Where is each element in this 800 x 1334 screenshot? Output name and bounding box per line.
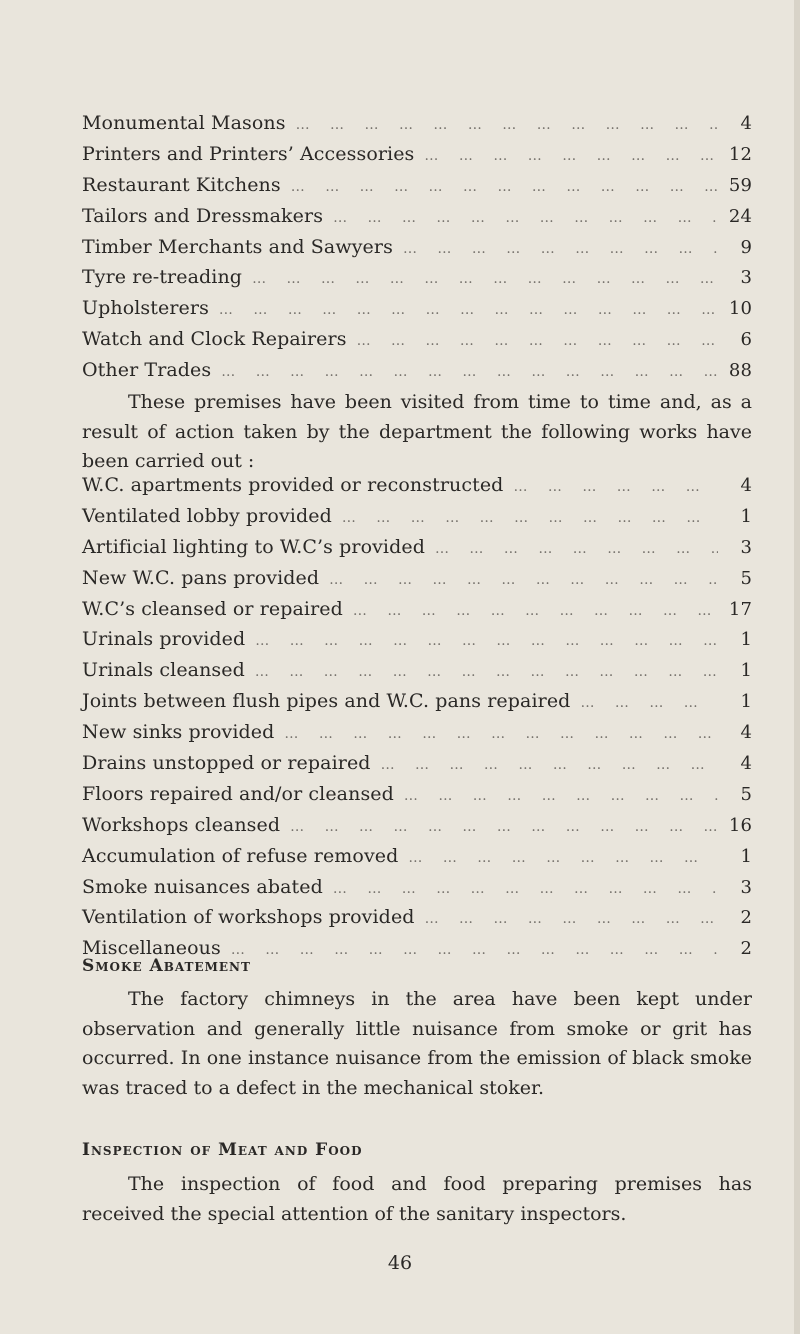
list-item — [82, 752, 752, 783]
list-item — [82, 143, 752, 174]
item-count: 59 — [728, 174, 752, 196]
list-item — [82, 567, 752, 598]
leader-dots — [333, 210, 718, 226]
item-count: 1 — [740, 845, 752, 867]
trades-list — [82, 112, 752, 390]
item-label: Workshops cleansed — [82, 813, 281, 836]
item-label: Joints between flush pipes and W.C. pans repaired — [82, 690, 571, 713]
list-item — [82, 297, 752, 328]
leader-dots — [435, 541, 718, 557]
item-count: 6 — [740, 329, 752, 351]
item-label: Watch and Clock Repairers — [82, 328, 347, 351]
leader-dots — [381, 757, 718, 773]
leader-dots — [221, 364, 718, 380]
item-count: 4 — [740, 722, 752, 744]
leader-dots — [329, 572, 718, 588]
leader-dots — [580, 695, 718, 711]
item-count: 1 — [740, 660, 752, 682]
leader-dots — [290, 819, 718, 835]
item-label: New sinks provided — [82, 721, 275, 744]
list-item — [82, 266, 752, 297]
item-label: Tyre re-treading — [82, 266, 243, 289]
leader-dots — [408, 850, 718, 866]
leader-dots — [231, 942, 718, 958]
list-item — [82, 906, 752, 937]
section-heading-meat: Inspection of Meat and Food — [82, 1140, 363, 1160]
list-item — [82, 721, 752, 752]
item-count: 1 — [740, 691, 752, 713]
item-label: Tailors and Dressmakers — [82, 204, 324, 227]
item-label: Drains unstopped or repaired — [82, 752, 371, 775]
item-label: W.C. apartments provided or reconstructed — [82, 474, 504, 496]
list-item — [82, 814, 752, 845]
item-label: Ventilation of workshops provided — [82, 906, 415, 929]
leader-dots — [425, 911, 718, 927]
item-count: 17 — [728, 598, 752, 620]
list-item — [82, 876, 752, 907]
item-label: Upholsterers — [82, 297, 209, 320]
item-label: Smoke nuisances abated — [82, 875, 323, 898]
item-label: New W.C. pans provided — [82, 566, 320, 589]
item-count: 5 — [740, 783, 752, 805]
list-item — [82, 112, 752, 143]
item-count: 88 — [728, 360, 752, 382]
item-label: Artificial lighting to W.C’s provided — [82, 535, 425, 558]
works-list — [82, 474, 752, 968]
item-count: 16 — [728, 814, 752, 836]
item-count: 4 — [740, 753, 752, 775]
leader-dots — [513, 479, 718, 495]
item-label: Miscellaneous — [82, 937, 221, 960]
list-item — [82, 359, 752, 390]
leader-dots — [357, 333, 718, 349]
list-item — [82, 783, 752, 814]
list-item — [82, 505, 752, 536]
item-count: 24 — [728, 205, 752, 227]
item-label: Restaurant Kitchens — [82, 173, 281, 196]
list-item — [82, 659, 752, 690]
item-count: 10 — [728, 298, 752, 320]
item-label: Printers and Printers’ Accessories — [82, 142, 415, 165]
list-item — [82, 536, 752, 567]
leader-dots — [342, 510, 718, 526]
list-item — [82, 628, 752, 659]
item-label: Ventilated lobby provided — [82, 504, 332, 527]
leader-dots — [404, 788, 718, 804]
smoke-paragraph: The factory chimneys in the area have been kept under observation and generally little nuisance from smoke or grit has occurred. In one instance nuisance from the emission of black smoke was traced to a defect in the mechanical stoker. — [82, 988, 752, 1099]
item-count: 3 — [740, 267, 752, 289]
item-count: 3 — [740, 536, 752, 558]
meat-paragraph: The inspection of food and food preparing premises has received the special attention of the sanitary inspectors. — [82, 1173, 752, 1225]
leader-dots — [296, 117, 718, 133]
leader-dots — [219, 302, 718, 318]
section-heading-smoke: Smoke Abatement — [82, 956, 251, 976]
works-intro: These premises have been visited from time to time and, as a result of action taken by the department the following works have been carried out : — [82, 391, 752, 472]
item-label: Floors repaired and/or cleansed — [82, 782, 394, 805]
leader-dots — [424, 148, 718, 164]
list-item — [82, 174, 752, 205]
list-item — [82, 598, 752, 629]
leader-dots — [284, 726, 718, 742]
item-count: 9 — [740, 236, 752, 258]
list-item — [82, 690, 752, 721]
list-item — [82, 845, 752, 876]
item-label: Monumental Masons — [82, 112, 286, 134]
item-count: 2 — [740, 907, 752, 929]
item-count: 5 — [740, 567, 752, 589]
item-label: W.C’s cleansed or repaired — [82, 597, 343, 620]
leader-dots — [255, 664, 718, 680]
leader-dots — [255, 633, 718, 649]
page-edge — [794, 0, 800, 1334]
list-item — [82, 236, 752, 267]
item-count: 12 — [728, 143, 752, 165]
item-label: Urinals provided — [82, 628, 246, 651]
item-label: Accumulation of refuse removed — [82, 844, 399, 867]
item-count: 1 — [740, 629, 752, 651]
leader-dots — [291, 179, 718, 195]
item-label: Timber Merchants and Sawyers — [82, 235, 393, 258]
list-item — [82, 328, 752, 359]
item-label: Other Trades — [82, 359, 212, 382]
item-count: 3 — [740, 876, 752, 898]
list-item — [82, 474, 752, 505]
item-count: 2 — [740, 938, 752, 960]
leader-dots — [353, 603, 718, 619]
leader-dots — [333, 881, 718, 897]
item-label: Urinals cleansed — [82, 659, 245, 682]
item-count: 1 — [740, 505, 752, 527]
leader-dots — [252, 271, 718, 287]
leader-dots — [403, 241, 718, 257]
item-count: 4 — [740, 113, 752, 134]
list-item — [82, 205, 752, 236]
page-number: 46 — [387, 1252, 413, 1274]
item-count: 4 — [740, 475, 752, 496]
